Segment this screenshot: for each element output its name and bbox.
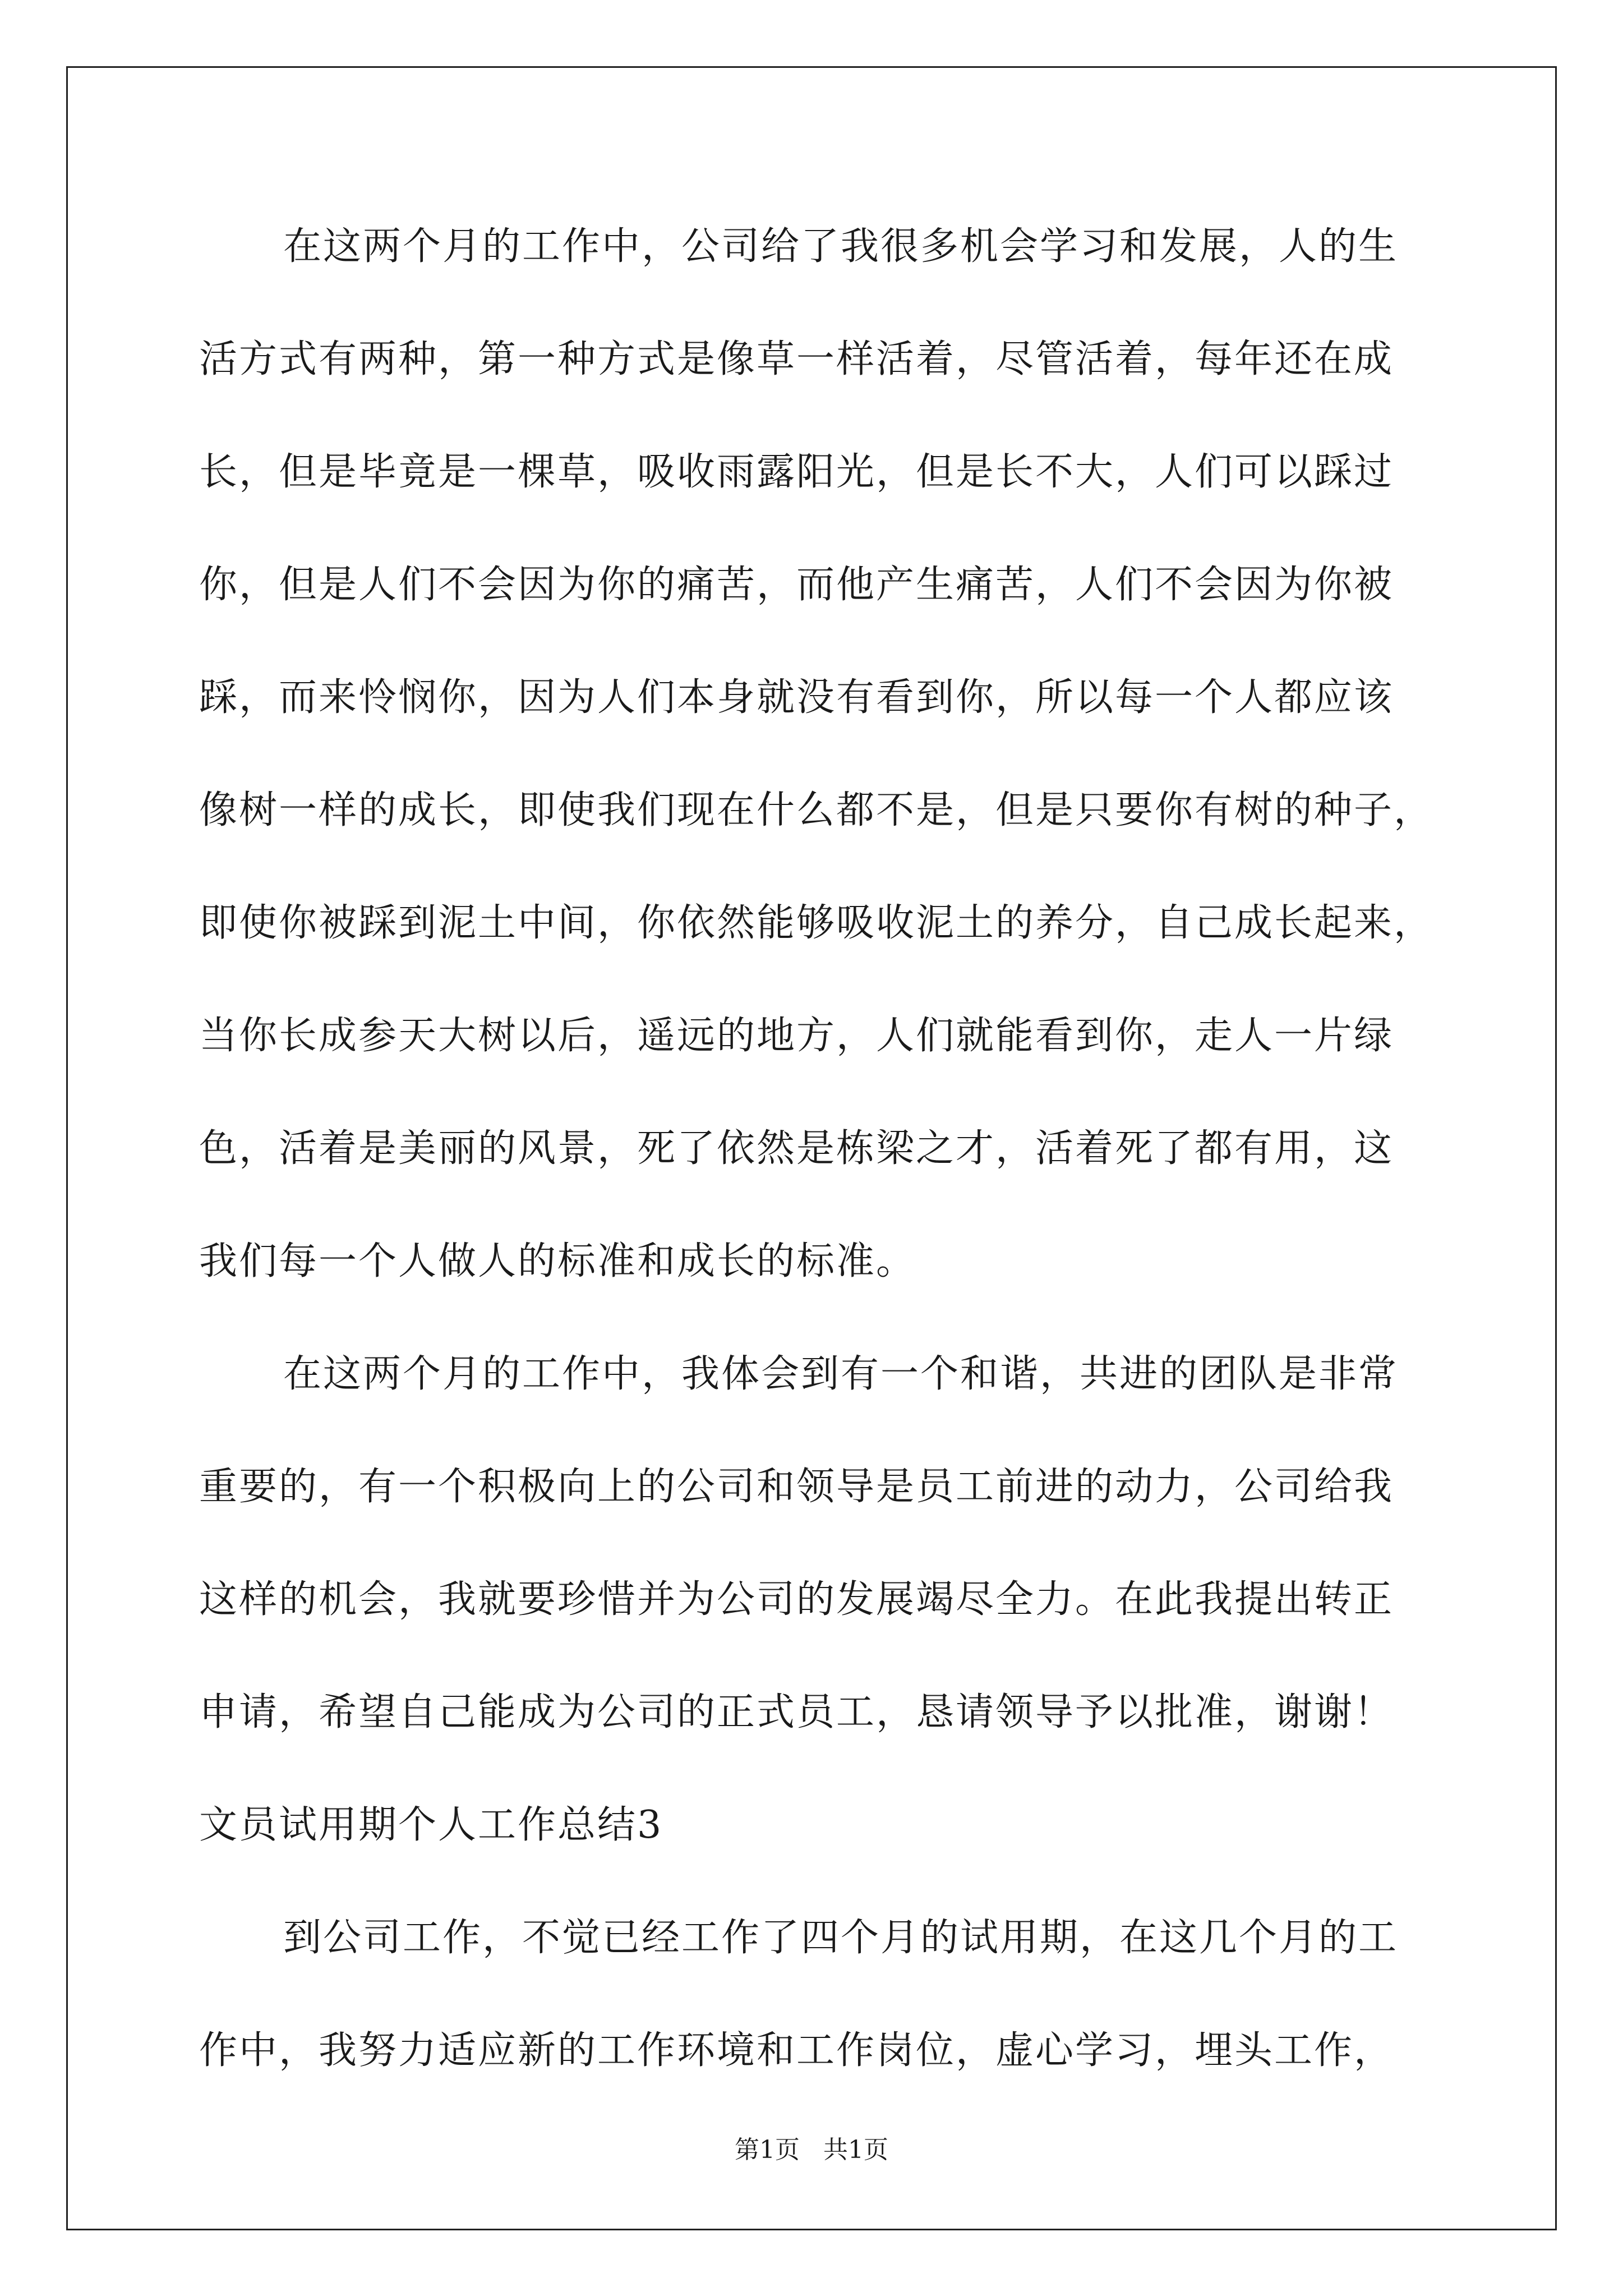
paragraph-line: 当你长成参天大树以后，遥远的地方，人们就能看到你，走人一片绿 bbox=[199, 1014, 1394, 1058]
paragraph-line: 这样的机会，我就要珍惜并为公司的发展竭尽全力。在此我提出转正 bbox=[199, 1577, 1394, 1622]
paragraph-line: 到公司工作，不觉已经工作了四个月的试用期，在这几个月的工 bbox=[283, 1916, 1399, 1960]
paragraph-line: 长，但是毕竟是一棵草，吸收雨露阳光，但是长不大，人们可以踩过 bbox=[199, 450, 1394, 494]
paragraph-line: 活方式有两种，第一种方式是像草一样活着，尽管活着，每年还在成 bbox=[199, 337, 1394, 381]
paragraph-line: 申请，希望自己能成为公司的正式员工，恳请领导予以批准，谢谢！ bbox=[199, 1690, 1394, 1734]
paragraph-line: 在这两个月的工作中，公司给了我很多机会学习和发展，人的生 bbox=[283, 224, 1399, 269]
paragraph-line: 在这两个月的工作中，我体会到有一个和谐，共进的团队是非常 bbox=[283, 1352, 1399, 1396]
paragraph-line: 重要的，有一个积极向上的公司和领导是员工前进的动力，公司给我 bbox=[199, 1465, 1394, 1509]
paragraph-line: 我们每一个人做人的标准和成长的标准。 bbox=[199, 1239, 916, 1283]
paragraph-line: 你，但是人们不会因为你的痛苦，而他产生痛苦，人们不会因为你被 bbox=[199, 563, 1394, 607]
section-heading: 文员试用期个人工作总结3 bbox=[199, 1803, 663, 1847]
paragraph-line: 踩，而来怜悯你，因为人们本身就没有看到你，所以每一个人都应该 bbox=[199, 675, 1394, 720]
paragraph-line: 像树一样的成长，即使我们现在什么都不是，但是只要你有树的种子， bbox=[199, 788, 1434, 832]
paragraph-line: 作中，我努力适应新的工作环境和工作岗位，虚心学习，埋头工作， bbox=[199, 2028, 1394, 2073]
document-body bbox=[199, 216, 1455, 2133]
page-number-footer: 第1页 共1页 bbox=[735, 2136, 888, 2164]
paragraph-line: 色，活着是美丽的风景，死了依然是栋梁之才，活着死了都有用，这 bbox=[199, 1126, 1394, 1171]
paragraph-line: 即使你被踩到泥土中间，你依然能够吸收泥土的养分，自己成长起来， bbox=[199, 901, 1434, 945]
